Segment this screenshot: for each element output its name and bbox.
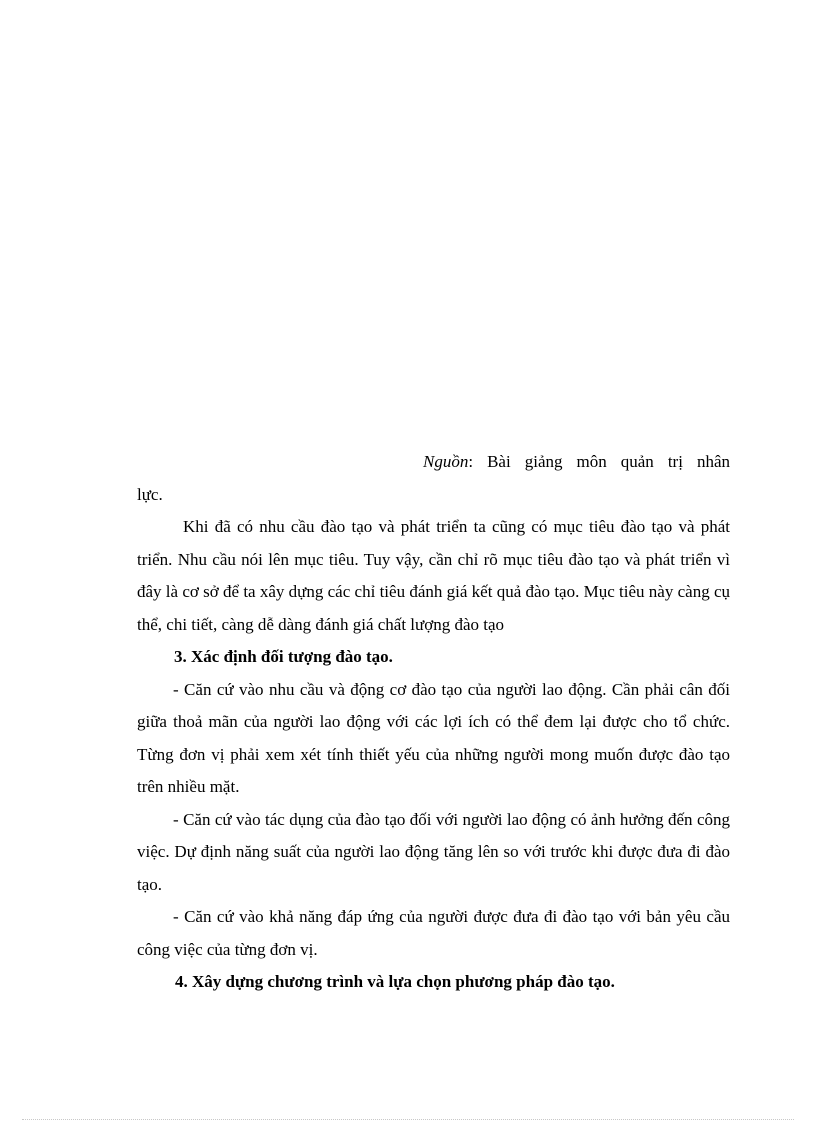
- section-heading-3: 3. Xác định đối tượng đào tạo.: [174, 647, 393, 666]
- source-text: : Bài giảng môn quản trị nhân: [468, 452, 730, 471]
- paragraph-criteria-needs: - Căn cứ vào nhu cầu và động cơ đào tạo của người lao động. Cần phải cân đối giữa thoả mãn của người lao động với các lợi ích có thể đem lại được cho tổ chức. Từng đơn vị phải xem xét tính thiết yếu của những người mong muốn được đào tạo trên nhiều mặt.: [137, 679, 730, 796]
- source-citation: [137, 446, 730, 511]
- source-citation-line: [137, 446, 730, 479]
- section-heading-4: 4. Xây dựng chương trình và lựa chọn phương pháp đào tạo.: [175, 972, 615, 991]
- source-label: Nguồn: [423, 452, 469, 471]
- source-continuation: lực.: [137, 484, 163, 504]
- page-bottom-rule: [22, 1119, 794, 1120]
- body-text: [137, 511, 730, 999]
- paragraph-objectives: Khi đã có nhu cầu đào tạo và phát triển ta cũng có mục tiêu đào tạo và phát triển. Nhu cầu nói lên mục tiêu. Tuy vậy, cần chỉ rõ mục tiêu đào tạo và phát triển vì đây là cơ sở để ta xây dựng các chỉ tiêu đánh giá kết quả đào tạo. Mục tiêu này càng cụ thể, chi tiết, càng dễ dàng đánh giá chất lượng đào tạo: [137, 517, 730, 634]
- paragraph-criteria-effect: - Căn cứ vào tác dụng của đào tạo đối với người lao động có ảnh hưởng đến công việc. Dự định năng suất của người lao động tăng lên so với trước khi được đưa đi đào tạo.: [137, 809, 730, 894]
- paragraph-criteria-capacity: - Căn cứ vào khả năng đáp ứng của người được đưa đi đào tạo với bản yêu cầu công việc của từng đơn vị.: [137, 907, 730, 959]
